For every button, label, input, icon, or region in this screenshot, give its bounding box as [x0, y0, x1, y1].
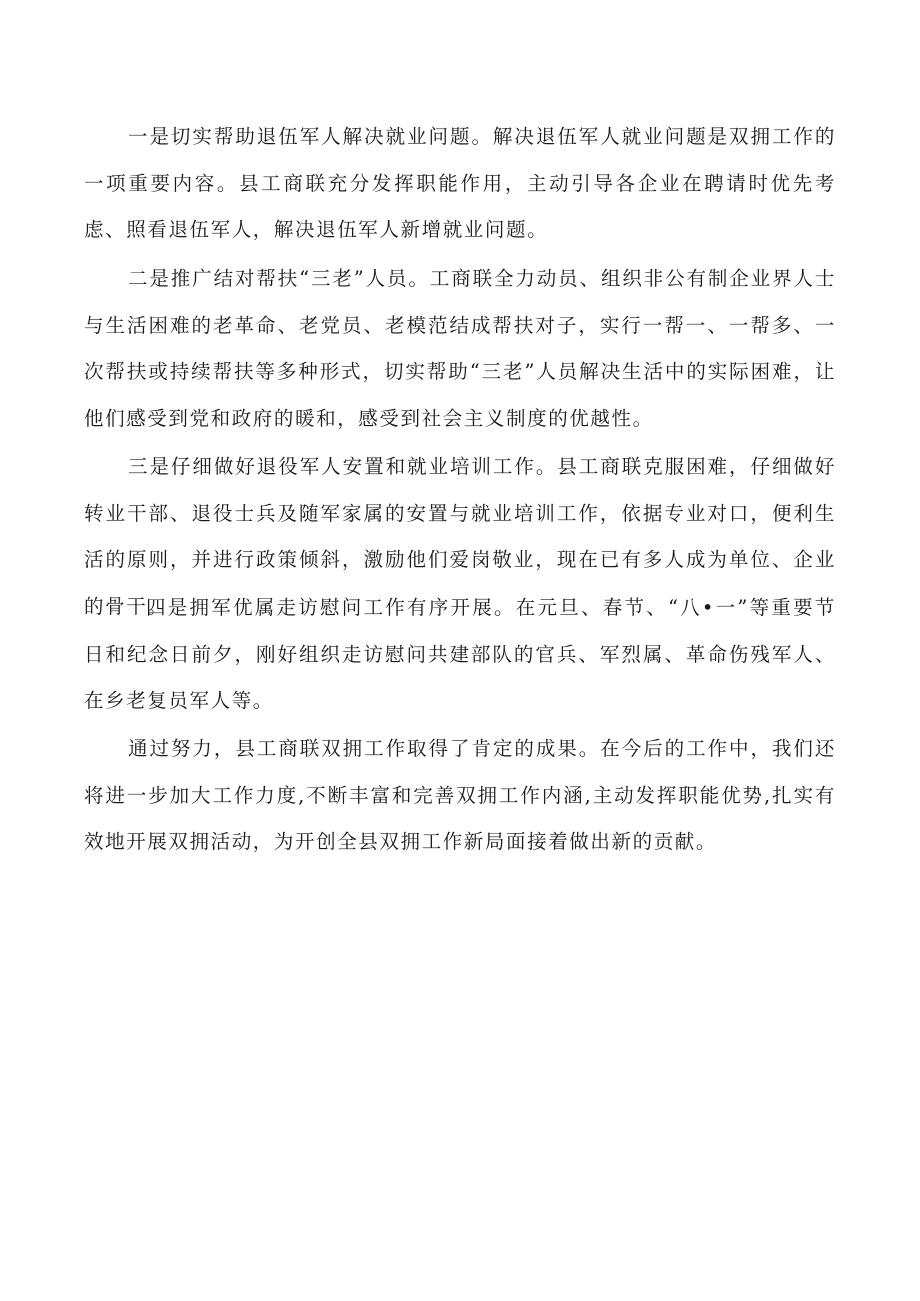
paragraph-veteran-placement: 三是仔细做好退役军人安置和就业培训工作。县工商联克服困难，仔细做好转业干部、退役士兵及随军家属的安置与就业培训工作，依据专业对口，便利生活的原则，并进行政策倾斜，激励他们爱岗敬业，现在已有多人成为单位、企业的骨干。 — [84, 455, 836, 618]
paragraph-three-elders: 二是推广结对帮扶“三老”人员。工商联全力动员、组织非公有制企业界人士与生活困难的老革命、老党员、老模范结成帮扶对子，实行一帮一、一帮多、一次帮扶或持续帮扶等多种形式，切实帮助“三老”人员解决生活中的实际困难，让他们感受到党和政府的暖和，感受到社会主义制度的优越性。 — [84, 267, 836, 430]
paragraph-visits: 四是拥军优属走访慰问工作有序开展。在元旦、春节、“八•一”等重要节日和纪念日前夕，刚好组织走访慰问共建部队的官兵、军烈属、革命伤残军人、在乡老复员军人等。 — [84, 596, 836, 712]
paragraph-employment: 一是切实帮助退伍军人解决就业问题。解决退伍军人就业问题是双拥工作的一项重要内容。县工商联充分发挥职能作用，主动引导各企业在聘请时优先考虑、照看退伍军人，解决退伍军人新增就业问题。 — [84, 125, 836, 241]
paragraph-conclusion: 通过努力，县工商联双拥工作取得了肯定的成果。在今后的工作中，我们还将进一步加大工作力度,不断丰富和完善双拥工作内涵,主动发挥职能优势,扎实有效地开展双拥活动，为开创全县双拥工作新局面接着做出新的贡献。 — [84, 737, 836, 853]
